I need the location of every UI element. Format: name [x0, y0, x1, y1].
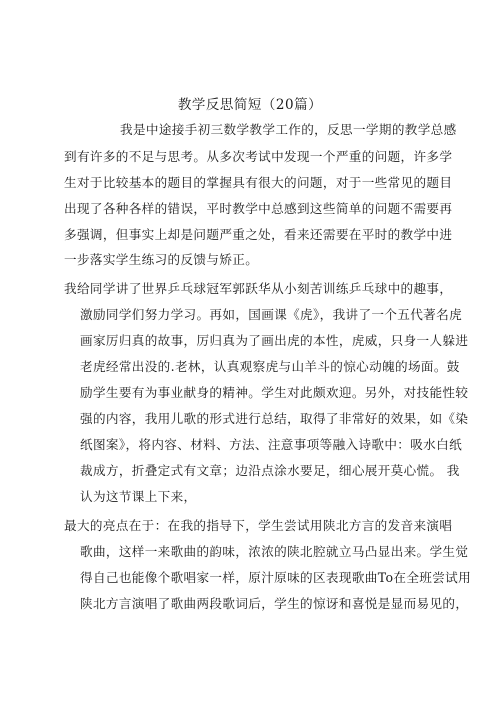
- paragraph-1-line: 生对于比较基本的题目的掌握具有很大的问题，对于一些常见的题目: [64, 175, 453, 190]
- paragraph-3-line: 歌曲，这样一来歌曲的韵味，浓浓的陕北腔就立马凸显出来。学生觉: [80, 544, 469, 559]
- paragraph-2-line: 励学生要有为事业献身的精神。学生对此颇欢迎。另外，对技能性较: [80, 385, 469, 400]
- paragraph-1-line: 一步落实学生练习的反馈与矫正。: [64, 252, 259, 267]
- paragraph-1-line: 出现了各种各样的错误，平时教学中总感到这些简单的问题不需要再: [64, 201, 453, 216]
- paragraph-2-line: 认为这节课上下来，: [80, 489, 197, 504]
- paragraph-2-line: 纸图案》，将内容、材料、方法、注意事项等融入诗歌中：吸水白纸: [80, 437, 463, 452]
- paragraph-1-line: 到有许多的不足与思考。从多次考试中发现一个严重的问题，许多学: [64, 149, 453, 164]
- paragraph-1-line: 多强调，但事实上却是问题严重之处，看来还需要在平时的教学中进: [64, 227, 453, 242]
- paragraph-2-line: 我给同学讲了世界乒乓球冠军郭跃华从小刻苦训练乒乓球中的趣事，: [64, 281, 453, 296]
- paragraph-1-line: 我是中途接手初三数学教学工作的，反思一学期的教学总感: [120, 122, 457, 137]
- document-title: 教学反思简短（20篇）: [177, 97, 323, 113]
- paragraph-2-line: 强的内容，我用儿歌的形式进行总结，取得了非常好的效果，如《染: [80, 411, 469, 426]
- paragraph-3-line: 得自己也能像个歌唱家一样，原汁原味的区表现歌曲To在全班尝试用: [80, 570, 472, 585]
- paragraph-2-line: 激励同学们努力学习。再如，国画课《虎》，我讲了一个五代著名虎: [80, 307, 463, 322]
- paragraph-3-line: 最大的亮点在于：在我的指导下，学生尝试用陕北方言的发音来演唱: [64, 518, 453, 533]
- paragraph-2-line: 老虎经常出没的.老林，认真观察虎与山羊斗的惊心动魄的场面。鼓: [80, 359, 460, 374]
- paragraph-2-line: 画家厉归真的故事，厉归真为了画出虎的本性，虎威，只身一人躲进: [80, 333, 469, 348]
- paragraph-2-line: 裁成方，折叠定式有文章；边沿点涂水要足，细心展开莫心慌。 我: [80, 463, 460, 478]
- paragraph-3-line: 陕北方言演唱了歌曲两段歌词后，学生的惊讶和喜悦是显而易见的，: [80, 596, 469, 611]
